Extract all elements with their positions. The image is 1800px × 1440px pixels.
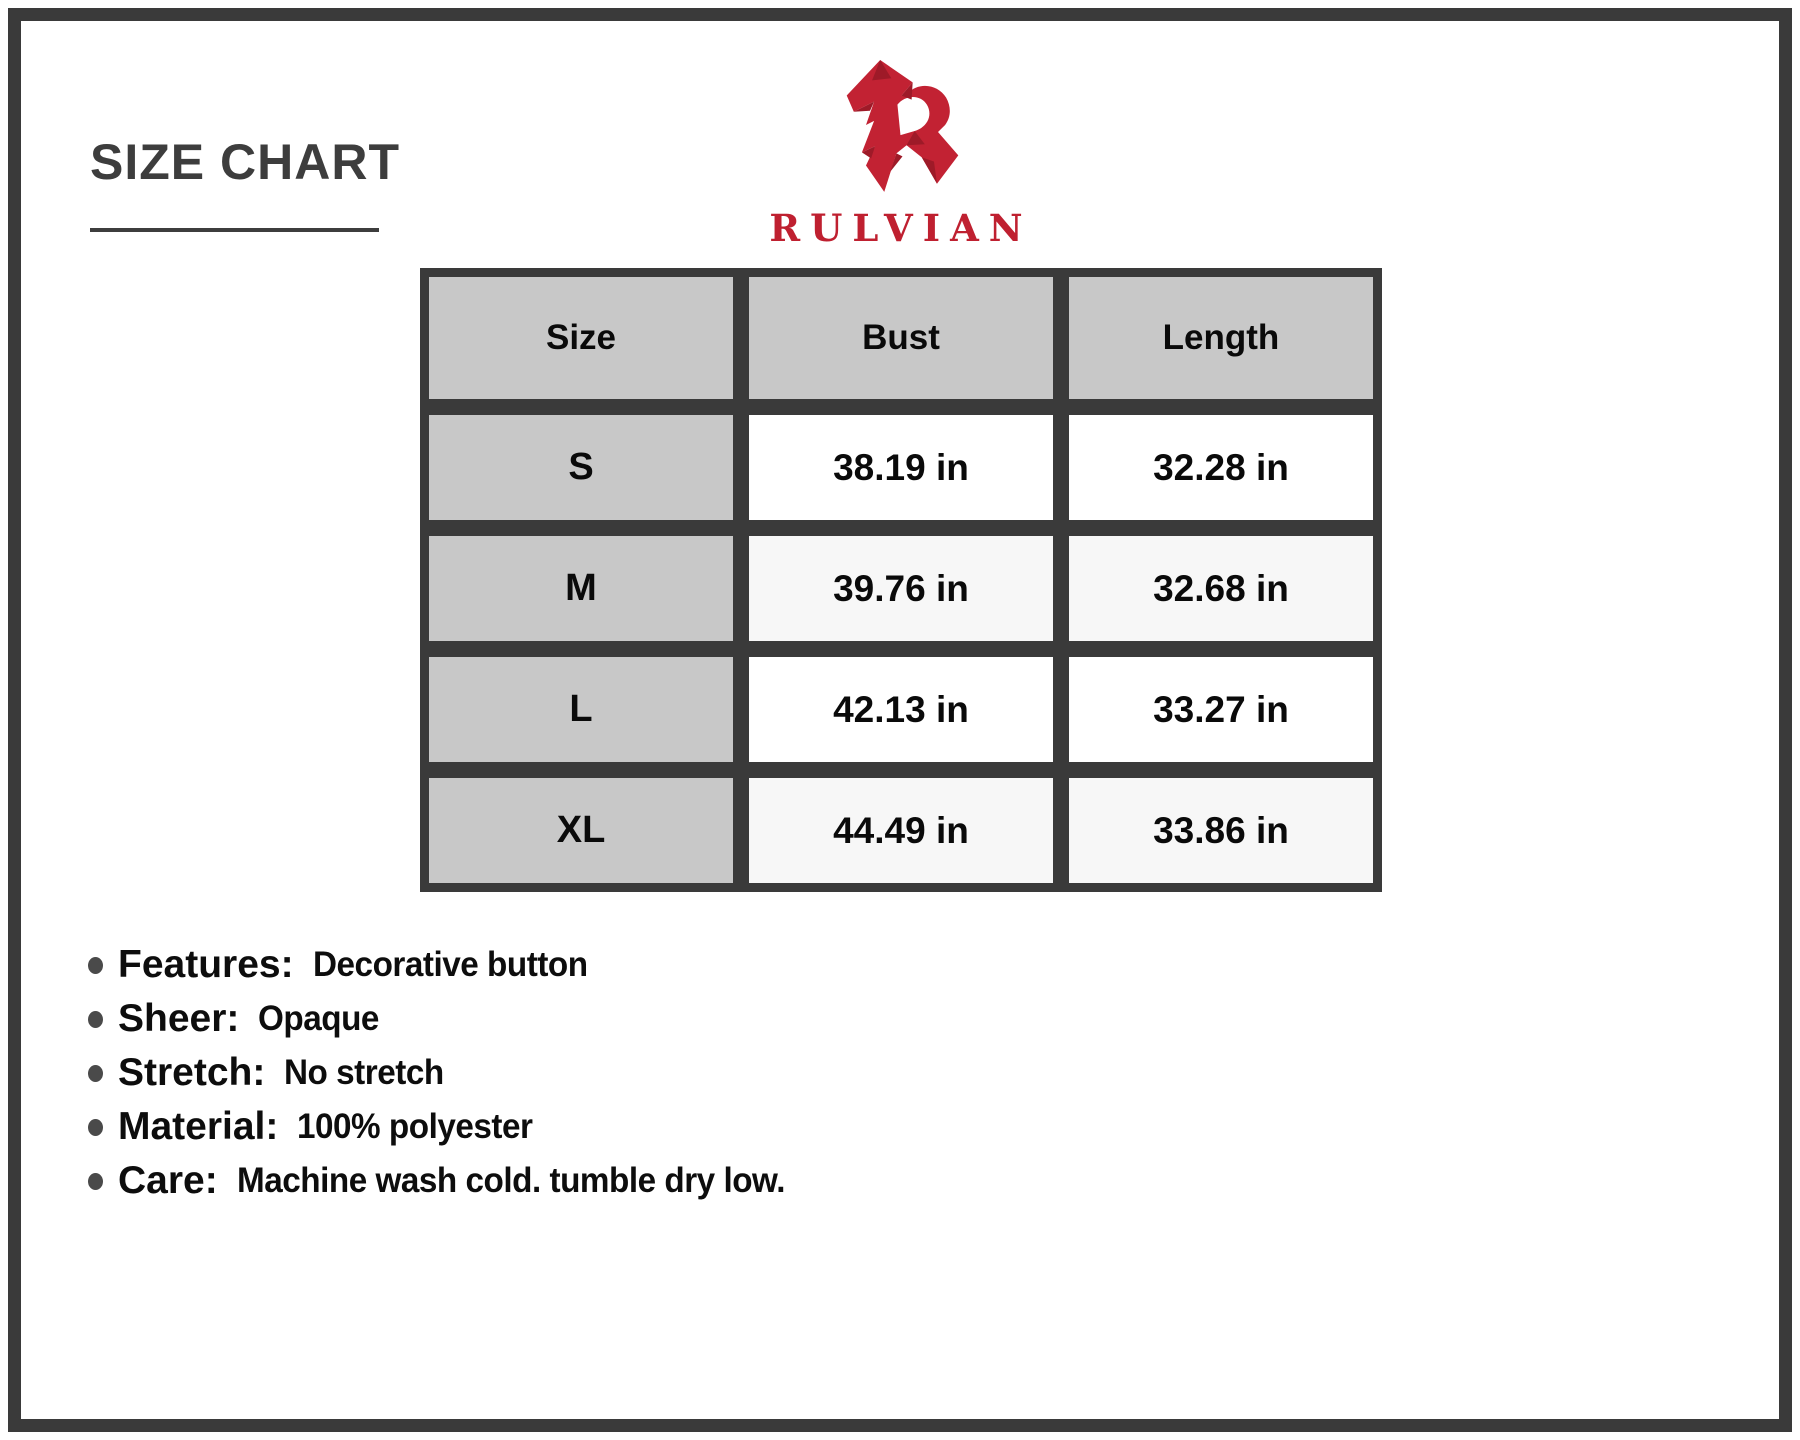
- detail-label: Care:: [118, 1159, 218, 1202]
- size-table: [420, 268, 1382, 892]
- row-l-size: L: [429, 657, 733, 762]
- bullet-icon: [88, 1065, 103, 1082]
- row-xl-length: 33.86 in: [1069, 778, 1373, 883]
- detail-value: 100% polyester: [297, 1107, 533, 1146]
- detail-value: Opaque: [258, 999, 380, 1038]
- detail-label: Stretch:: [118, 1051, 266, 1094]
- row-l-bust: 42.13 in: [749, 657, 1053, 762]
- list-item: [88, 992, 814, 1046]
- row-m-length: 32.68 in: [1069, 536, 1373, 641]
- column-header-bust: Bust: [749, 277, 1053, 399]
- title-underline: [90, 228, 379, 232]
- detail-label: Material:: [118, 1105, 279, 1148]
- row-s-bust: 38.19 in: [749, 415, 1053, 520]
- list-item: [88, 938, 814, 992]
- list-item: [88, 1046, 814, 1100]
- brand-wordmark: RULVIAN: [769, 206, 1033, 250]
- row-s-length: 32.28 in: [1069, 415, 1373, 520]
- row-m-bust: 39.76 in: [749, 536, 1053, 641]
- detail-label: Sheer:: [118, 997, 240, 1040]
- column-header-size: Size: [429, 277, 733, 399]
- detail-value: Decorative button: [312, 945, 588, 984]
- detail-label: Features:: [118, 943, 294, 986]
- row-s-size: S: [429, 415, 733, 520]
- row-xl-size: XL: [429, 778, 733, 883]
- rulvian-r-logo-icon: [843, 58, 961, 198]
- list-item: [88, 1154, 814, 1208]
- row-l-length: 33.27 in: [1069, 657, 1373, 762]
- detail-value: No stretch: [284, 1053, 445, 1092]
- page-title: SIZE CHART: [90, 134, 400, 190]
- bullet-icon: [88, 957, 103, 974]
- product-details-list: [88, 938, 814, 1208]
- bullet-icon: [88, 1011, 103, 1028]
- row-xl-bust: 44.49 in: [749, 778, 1053, 883]
- list-item: [88, 1100, 814, 1154]
- detail-value: Machine wash cold. tumble dry low.: [236, 1161, 785, 1200]
- column-header-length: Length: [1069, 277, 1373, 399]
- row-m-size: M: [429, 536, 733, 641]
- bullet-icon: [88, 1173, 103, 1190]
- bullet-icon: [88, 1119, 103, 1136]
